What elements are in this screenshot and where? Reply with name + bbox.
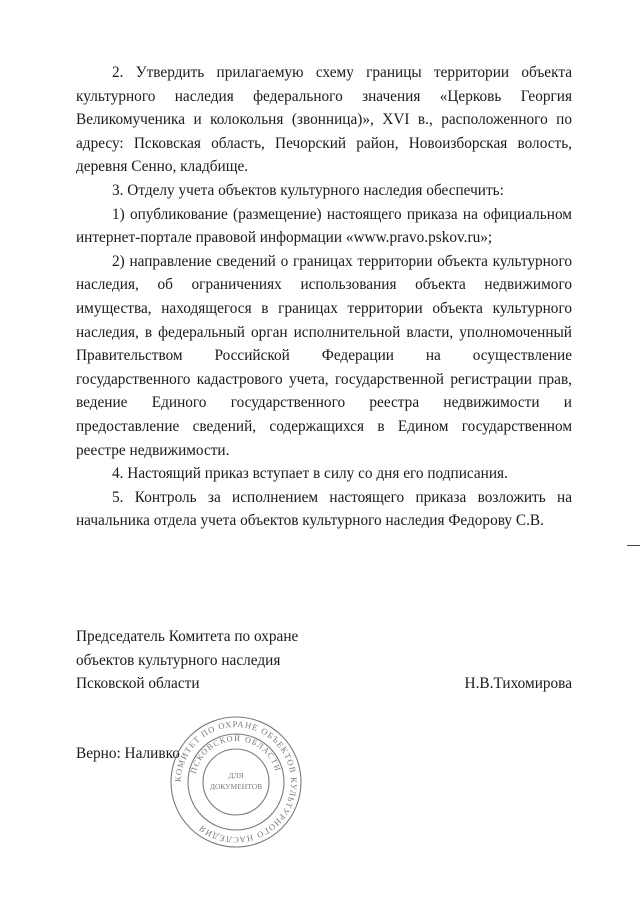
stamp-center-line-2: ДОКУМЕНТОВ (209, 782, 263, 791)
official-seal-stamp (168, 712, 304, 852)
certified-copy-note: Верно: Наливко (76, 745, 180, 762)
stamp-center-line-1: ДЛЯ (228, 771, 244, 780)
signature-block (76, 625, 572, 696)
signatory-title-line-2: объектов культурного наследия (76, 651, 281, 669)
paragraph-2: 2. Утвердить прилагаемую схему границы территории объекта культурного наследия федерального значения «Церковь Георгия Великомученика и колокольня (звонница)», XVI в., расположенного по адресу: Псковская область, Печорский район, Новоизборская волость, деревня Сенно, кладбище. (76, 64, 572, 176)
signatory-name: Н.В.Тихомирова (464, 675, 572, 692)
paragraph-5: 5. Контроль за исполнением настоящего приказа возложить на начальника отдела учета объектов культурного наследия Федорову С.В. (76, 488, 572, 530)
stamp-outer-text: КОМИТЕТ ПО ОХРАНЕ ОБЪЕКТОВ КУЛЬТУРНОГО НАСЛЕДИЯ (172, 718, 300, 846)
paragraph-3-item-2: 2) направление сведений о границах территории объекта культурного наследия, об ограничениях использования объекта недвижимого имущества, находящегося в границах территории объекта культурного наследия, в федеральный орган исполнительной власти, уполномоченный Правительством Российской Федерации на осуществление государственного кадастрового учета, государственной регистрации прав, ведение Единого государственного реестра недвижимости и предоставление сведений, содержащихся в Едином государственном реестре недвижимости. (76, 252, 572, 459)
order-body (76, 61, 572, 533)
paragraph-3-item-1: 1) опубликование (размещение) настоящего приказа на официальном интернет-портале правовой информации «www.pravo.pskov.ru»; (76, 205, 572, 247)
scan-edge-mark (627, 545, 640, 546)
paragraph-4: 4. Настоящий приказ вступает в силу со дня его подписания. (112, 465, 508, 483)
signatory-title-line-3: Псковской области (76, 675, 200, 693)
paragraph-3: 3. Отделу учета объектов культурного наследия обеспечить: (112, 181, 504, 199)
signatory-title-line-1: Председатель Комитета по охране (76, 628, 299, 645)
stamp-inner-text: ПСКОВСКОЙ ОБЛАСТИ (188, 733, 283, 775)
